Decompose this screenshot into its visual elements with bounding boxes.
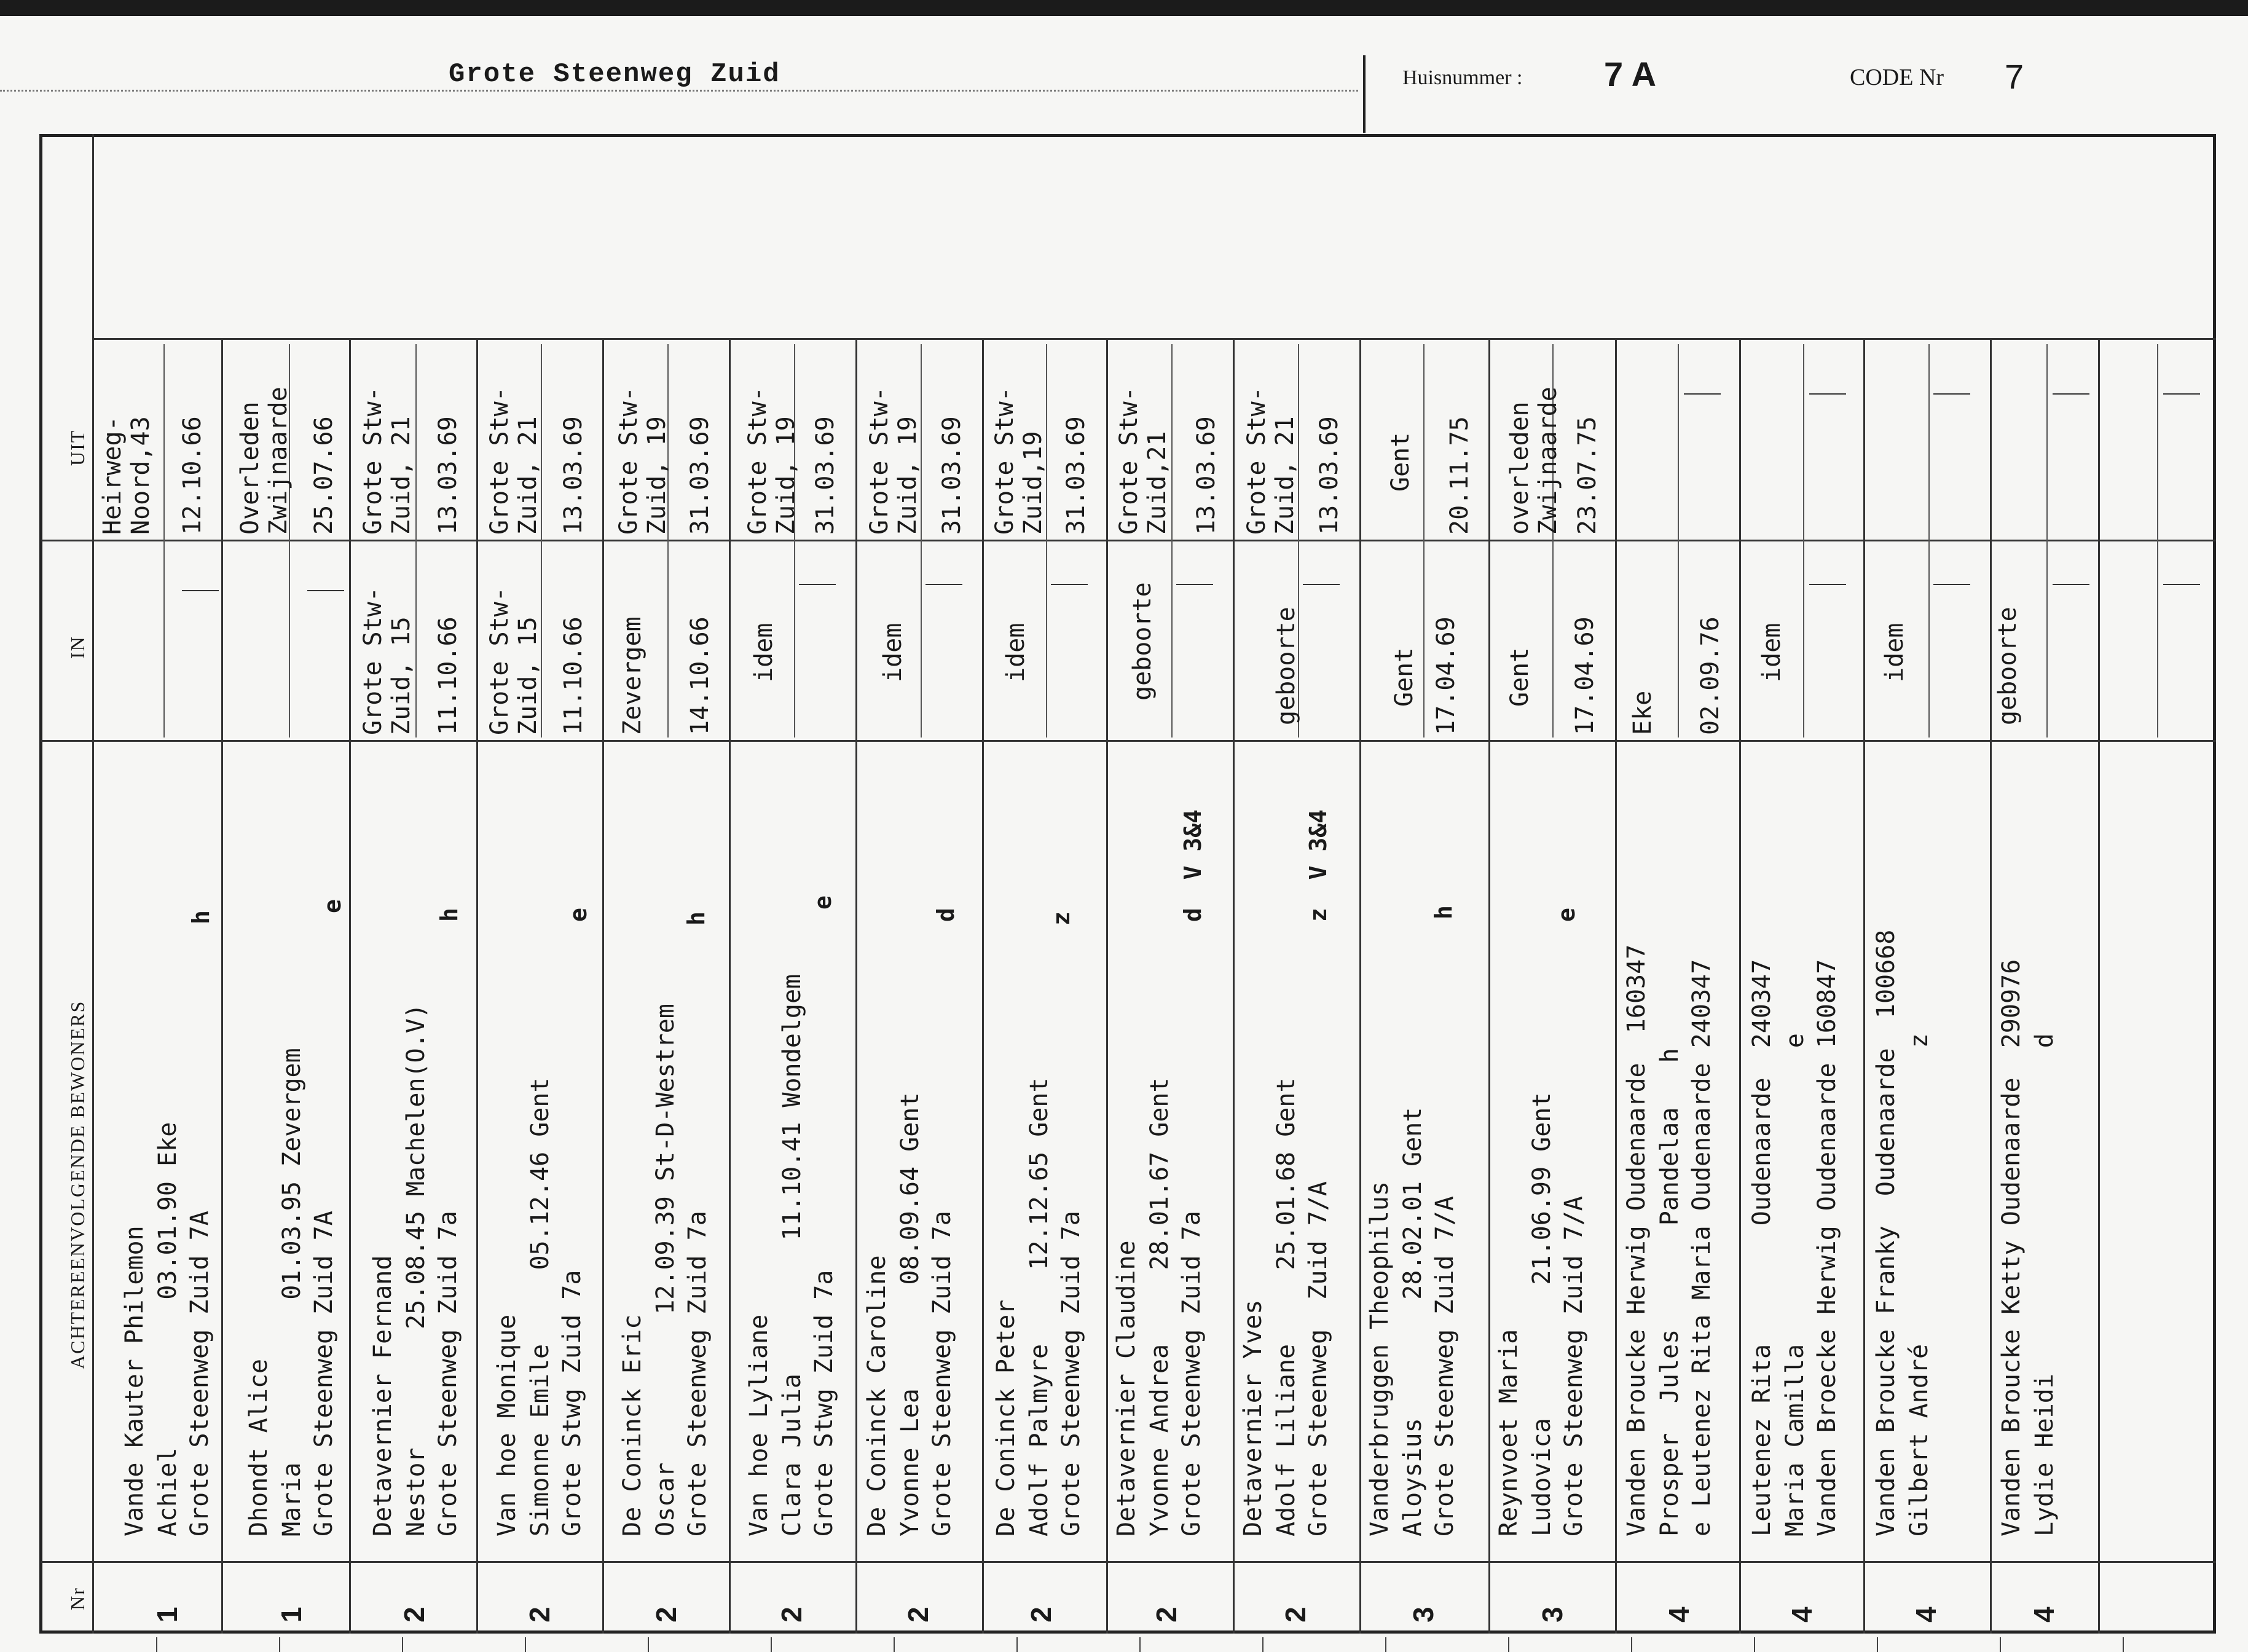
row-nr: 2 <box>1150 1607 1182 1622</box>
in-place: idem <box>750 623 778 682</box>
code-value: 7 <box>2005 57 2024 96</box>
row-nr: 3 <box>1407 1607 1439 1622</box>
out-place: Grote Stw- Zuid,19 <box>991 387 1047 535</box>
out-place: Grote Stw- Zuid, 21 <box>485 387 542 535</box>
row-nr: 4 <box>2028 1607 2060 1622</box>
house-number-value: 7 A <box>1604 55 1657 93</box>
resident-sex: e <box>809 895 836 910</box>
resident-line-1: Vanden Broucke Ketty Oudenaarde 290976 <box>1997 959 2026 1536</box>
resident-line-3: Grote Steenweg Zuid 7A <box>186 1211 214 1536</box>
out-place: Grote Stw- Zuid, 19 <box>744 387 800 535</box>
divider-uit-in <box>41 540 2216 541</box>
in-place: geboorte <box>1128 582 1157 701</box>
row-sep <box>602 338 604 1634</box>
resident-sex: e <box>565 908 592 922</box>
cell-split <box>415 344 417 738</box>
bottom-tick <box>1139 1637 1141 1652</box>
header-nr: Nr <box>66 1587 88 1610</box>
bottom-tick <box>1754 1637 1755 1652</box>
resident-line-2: Gilbert André z <box>1905 1033 1933 1536</box>
cell-split <box>163 344 165 738</box>
blank-marker <box>1809 584 1846 585</box>
out-date: 31.03.69 <box>686 416 714 535</box>
column-header-strip <box>41 134 94 1634</box>
row-sep <box>221 338 223 1634</box>
row-sep <box>2098 338 2100 1634</box>
resident-line-2: Adolf Liliane 25.01.68 Gent <box>1272 1077 1300 1536</box>
blank-marker <box>1933 584 1970 585</box>
row-sep <box>1233 338 1235 1634</box>
blank-marker <box>182 590 219 591</box>
resident-line-3: Grote Steenweg Zuid 7a <box>1177 1211 1206 1536</box>
row-sep <box>855 338 857 1634</box>
out-date: 23.07.75 <box>1573 416 1602 535</box>
in-date: 14.10.66 <box>686 616 714 735</box>
resident-line-1: Detavernier Claudine <box>1112 1240 1141 1536</box>
header-residents: ACHTEREENVOLGENDE BEWONERS <box>66 1000 88 1369</box>
row-nr: 2 <box>1025 1607 1057 1622</box>
resident-line-3: Grote Steenweg Zuid 7a <box>1057 1211 1085 1536</box>
row-nr: 4 <box>1910 1607 1942 1622</box>
resident-line-3: e Leutenez Rita Maria Oudenaarde 240347 <box>1688 959 1716 1536</box>
out-place: overleden Zwijnaarde <box>1506 387 1562 535</box>
resident-sex: d <box>932 908 959 922</box>
row-sep <box>1488 338 1490 1634</box>
resident-line-3: Grote Steenweg Zuid 7A <box>310 1211 338 1536</box>
blank-marker <box>799 584 836 585</box>
out-date: 20.11.75 <box>1445 416 1474 535</box>
row-nr: 2 <box>1279 1607 1311 1622</box>
bottom-tick <box>648 1637 649 1652</box>
blank-marker <box>1933 393 1970 395</box>
resident-line-1: Leutenez Rita Oudenaarde 240347 <box>1748 959 1776 1536</box>
row-nr: 2 <box>902 1607 934 1622</box>
resident-sex: h <box>683 911 710 926</box>
resident-line-2: Yvonne Andrea 28.01.67 Gent <box>1146 1077 1174 1536</box>
resident-line-1: Vanderbruggen Theophilus <box>1366 1181 1394 1536</box>
resident-line-3: Grote Steenweg Zuid 7/A <box>1431 1196 1459 1536</box>
resident-line-1: Vande Kauter Philemon <box>120 1225 149 1536</box>
divider-top <box>92 338 2216 340</box>
resident-line-1: De Coninck Eric <box>618 1314 646 1536</box>
in-date: 17.04.69 <box>1432 616 1460 735</box>
out-date: 13.03.69 <box>559 416 588 535</box>
resident-line-2: Clara Julia 11.10.41 Wondelgem <box>778 974 806 1536</box>
out-date: 13.03.69 <box>1192 416 1220 535</box>
out-date: 13.03.69 <box>434 416 462 535</box>
in-date: 11.10.66 <box>434 616 462 735</box>
row-sep <box>349 338 351 1634</box>
out-place: Heirweg- Noord,43 <box>98 416 155 535</box>
row-sep <box>1863 338 1865 1634</box>
resident-sex: h <box>1430 905 1457 919</box>
resident-line-2: Maria 01.03.95 Zevergem <box>278 1048 306 1536</box>
code-label: CODE Nr <box>1850 65 1944 90</box>
divider-residents-nr <box>41 1561 2216 1563</box>
resident-line-2: Oscar 12.09.39 St-D-Westrem <box>651 1004 680 1536</box>
blank-marker <box>1684 393 1721 395</box>
blank-marker <box>1051 584 1088 585</box>
in-date: 11.10.66 <box>559 616 588 735</box>
in-place: geboorte <box>1994 607 2022 725</box>
resident-line-3: Grote Steenweg Zuid 7/A <box>1560 1196 1588 1536</box>
row-nr: 2 <box>650 1607 682 1622</box>
scan-top-edge <box>0 0 2248 16</box>
out-date: 25.07.66 <box>310 416 338 535</box>
cell-split <box>2046 344 2048 738</box>
row-nr: 4 <box>1786 1607 1818 1622</box>
in-place: Zevergem <box>618 616 646 735</box>
bottom-tick <box>156 1637 157 1652</box>
out-place: Grote Stw- Zuid,21 <box>1115 387 1171 535</box>
header-in: IN <box>66 635 88 659</box>
row-sep <box>1739 338 1741 1634</box>
in-place: Eke <box>1629 690 1657 735</box>
cell-split <box>1171 344 1173 738</box>
in-place: Gent <box>1390 647 1418 707</box>
resident-line-3: Grote Steenweg Zuid 7a <box>434 1211 462 1536</box>
cell-split <box>1678 344 1679 738</box>
out-date: 31.03.69 <box>1062 416 1090 535</box>
in-place: Grote Stw- Zuid, 15 <box>359 587 415 735</box>
row-sep <box>1359 338 1361 1634</box>
bottom-tick <box>894 1637 895 1652</box>
out-date: 13.03.69 <box>1315 416 1343 535</box>
resident-line-2: Adolf Palmyre 12.12.65 Gent <box>1025 1077 1053 1536</box>
bottom-tick <box>1508 1637 1509 1652</box>
blank-marker <box>2163 584 2200 585</box>
row-sep <box>982 338 984 1634</box>
street-name: Grote Steenweg Zuid <box>449 59 780 90</box>
bottom-tick <box>2123 1637 2124 1652</box>
cell-split <box>2157 344 2158 738</box>
in-date: 17.04.69 <box>1571 616 1599 735</box>
row-nr: 2 <box>398 1607 430 1622</box>
out-place: Grote Stw- Zuid, 19 <box>615 387 671 535</box>
in-place: idem <box>1758 623 1786 682</box>
blank-marker <box>926 584 962 585</box>
cell-split <box>1803 344 1804 738</box>
resident-line-1: De Coninck Caroline <box>863 1255 891 1536</box>
resident-sex: z <box>1048 911 1075 926</box>
resident-line-2: Aloysius 28.02.01 Gent <box>1399 1107 1427 1536</box>
resident-sex: h <box>436 908 463 922</box>
bottom-tick <box>525 1637 526 1652</box>
resident-line-2: Prosper Jules Pandelaa h <box>1656 1048 1684 1536</box>
blank-marker <box>2053 393 2089 395</box>
resident-line-1: De Coninck Peter <box>992 1299 1020 1536</box>
resident-line-3: Grote Steenweg Zuid 7/A <box>1304 1181 1332 1536</box>
header-divider <box>1363 55 1366 133</box>
resident-line-2: Nestor 25.08.45 Machelen(O.V) <box>402 1004 430 1536</box>
out-place: Grote Stw- Zuid, 21 <box>359 387 415 535</box>
row-sep <box>729 338 731 1634</box>
cell-split <box>1928 344 1930 738</box>
blank-marker <box>1303 584 1340 585</box>
bottom-tick <box>1262 1637 1264 1652</box>
resident-sex: d V 3&4 <box>1179 809 1206 922</box>
bottom-tick <box>771 1637 772 1652</box>
resident-line-2: Maria Camilla e <box>1781 1033 1809 1536</box>
house-number-label: Huisnummer : <box>1402 66 1523 89</box>
resident-line-1: Van hoe Lyliane <box>745 1314 773 1536</box>
blank-marker <box>307 590 344 591</box>
resident-line-1: Van hoe Monique <box>493 1314 521 1536</box>
in-date: 02.09.76 <box>1696 616 1724 735</box>
bottom-tick <box>1016 1637 1018 1652</box>
resident-line-3: Grote Stwg Zuid 7a <box>810 1270 838 1536</box>
out-place: Gent <box>1386 432 1415 492</box>
bottom-tick <box>2000 1637 2001 1652</box>
row-sep <box>1615 338 1617 1634</box>
bottom-tick <box>1385 1637 1386 1652</box>
bottom-tick <box>1877 1637 1878 1652</box>
blank-marker <box>1809 393 1846 395</box>
row-sep <box>1990 338 1992 1634</box>
out-place: Overleden Zwijnaarde <box>236 387 293 535</box>
in-place: Gent <box>1506 647 1534 707</box>
resident-line-3: Vanden Broecke Herwig Oudenaarde 160847 <box>1813 959 1841 1536</box>
in-place: idem <box>879 623 907 682</box>
resident-line-1: Reynvoet Maria <box>1495 1329 1523 1536</box>
out-date: 31.03.69 <box>938 416 966 535</box>
row-nr: 1 <box>275 1607 307 1622</box>
resident-line-1: Dhondt Alice <box>245 1359 273 1536</box>
resident-line-1: Vanden Broucke Franky Oudenaarde 100668 <box>1872 929 1900 1536</box>
resident-sex: z V 3&4 <box>1305 809 1332 922</box>
bottom-tick <box>279 1637 280 1652</box>
row-nr: 2 <box>524 1607 556 1622</box>
bottom-tick <box>1631 1637 1632 1652</box>
in-place: geboorte <box>1272 607 1300 725</box>
in-place: Grote Stw- Zuid, 15 <box>485 587 542 735</box>
divider-in-residents <box>41 740 2216 742</box>
row-nr: 4 <box>1663 1607 1695 1622</box>
row-nr: 1 <box>151 1607 183 1622</box>
resident-line-1: Detavernier Fernand <box>369 1255 397 1536</box>
in-place: idem <box>1881 623 1909 682</box>
row-sep <box>1106 338 1108 1634</box>
resident-sex: e <box>319 899 346 913</box>
out-place: Grote Stw- Zuid, 21 <box>1243 387 1299 535</box>
resident-line-3: Grote Stwg Zuid 7a <box>558 1270 586 1536</box>
row-nr: 2 <box>776 1607 808 1622</box>
resident-line-3: Grote Steenweg Zuid 7a <box>683 1211 712 1536</box>
out-date: 12.10.66 <box>178 416 206 535</box>
out-date: 31.03.69 <box>811 416 839 535</box>
header-uit: UIT <box>66 429 88 466</box>
cell-split <box>1423 344 1425 738</box>
blank-marker <box>2053 584 2089 585</box>
out-place: Grote Stw- Zuid, 19 <box>865 387 922 535</box>
row-sep <box>476 338 478 1634</box>
resident-line-3: Grote Steenweg Zuid 7a <box>928 1211 956 1536</box>
resident-line-2: Simonne Emile 05.12.46 Gent <box>526 1077 554 1536</box>
blank-marker <box>1176 584 1213 585</box>
resident-line-1: Detavernier Yves <box>1239 1299 1267 1536</box>
resident-line-2: Ludovica 21.06.99 Gent <box>1528 1092 1556 1536</box>
in-place: idem <box>1002 623 1030 682</box>
resident-line-2: Lydie Heidi d <box>2030 1033 2059 1536</box>
resident-line-1: Vanden Broucke Herwig Oudenaarde 160347 <box>1622 944 1651 1536</box>
resident-line-2: Yvonne Lea 08.09.64 Gent <box>896 1092 924 1536</box>
resident-sex: h <box>187 910 214 924</box>
blank-marker <box>2163 393 2200 395</box>
bottom-tick <box>402 1637 403 1652</box>
header-dotted-line <box>0 90 1358 92</box>
resident-sex: e <box>1553 908 1580 922</box>
resident-line-2: Achiel 03.01.90 Eke <box>154 1122 182 1536</box>
row-nr: 3 <box>1536 1607 1568 1622</box>
